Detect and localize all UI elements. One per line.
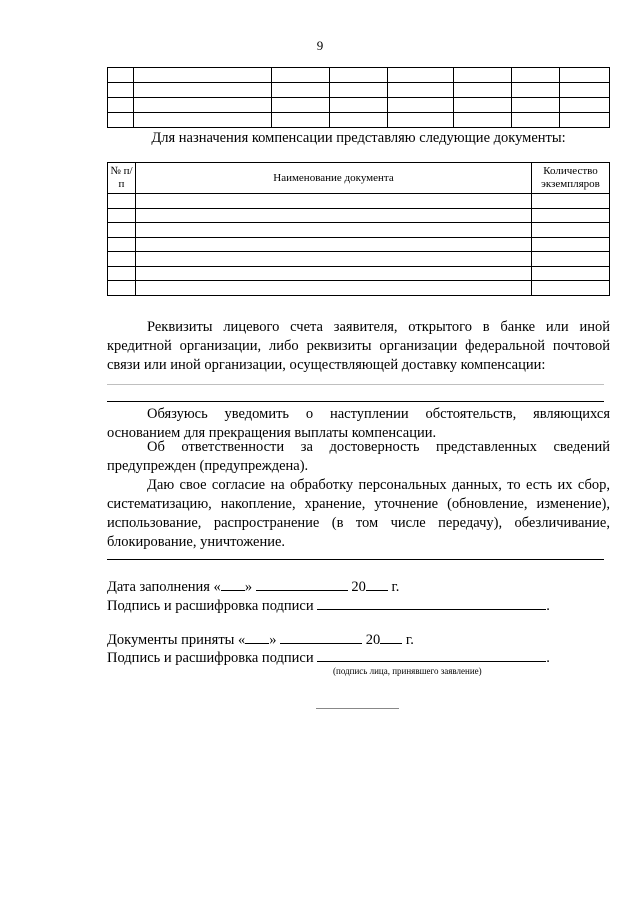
signature-2-row xyxy=(107,649,550,667)
requisites-line-2[interactable] xyxy=(107,401,604,402)
table-cell[interactable] xyxy=(532,208,610,223)
page-number: 9 xyxy=(316,38,324,53)
consent-paragraph xyxy=(107,476,610,552)
accepted-date-month-field[interactable] xyxy=(280,631,362,644)
consent-text: Даю свое согласие на обработку персональных данных, то есть их сбор, систематизацию, накопление, хранение, уточнение (обновление, изменение), использование, распространение (в том числе передачу), обезличивание, блокирование, уничтожение. xyxy=(107,477,610,550)
table-cell[interactable] xyxy=(532,223,610,238)
table-cell[interactable] xyxy=(532,252,610,267)
table-cell[interactable] xyxy=(532,266,610,281)
previous-table-continuation xyxy=(107,67,610,128)
signature-caption: (подпись лица, принявшего заявление) xyxy=(333,666,482,676)
table-cell[interactable] xyxy=(136,252,532,267)
documents-table xyxy=(107,162,610,296)
col-copies-header: Количество экземпляров xyxy=(532,163,610,194)
signature-1-field[interactable] xyxy=(317,597,546,610)
accepted-date-row xyxy=(107,631,414,649)
requisites-line-1[interactable] xyxy=(107,384,604,385)
period: . xyxy=(546,650,550,666)
table-cell[interactable] xyxy=(108,266,136,281)
table-cell[interactable] xyxy=(136,223,532,238)
table-header-row xyxy=(108,163,610,194)
requisites-text: Реквизиты лицевого счета заявителя, открытого в банке или иной кредитной организации, либо реквизиты организации федеральной почтовой связи или иной организации, осуществляющей доставку компенсации: xyxy=(107,319,610,373)
end-divider xyxy=(316,708,399,709)
table-cell[interactable] xyxy=(136,281,532,296)
period: . xyxy=(546,598,550,614)
quote-close: » xyxy=(244,579,253,595)
responsibility-paragraph xyxy=(107,438,610,476)
table-cell[interactable] xyxy=(532,237,610,252)
table-cell[interactable] xyxy=(136,237,532,252)
fill-date-day-field[interactable] xyxy=(221,578,245,591)
fill-date-row xyxy=(107,578,399,596)
signature-1-row xyxy=(107,597,550,615)
accepted-date-day-field[interactable] xyxy=(245,631,269,644)
quote-close: » xyxy=(269,632,277,648)
obligation-text: Обязуюсь уведомить о наступлении обстоятельств, являющихся основанием для прекращения выплаты компенсации. xyxy=(107,406,610,441)
signature-2-field[interactable] xyxy=(317,649,546,662)
table-cell[interactable] xyxy=(108,208,136,223)
accepted-date-label: Документы приняты « xyxy=(107,632,246,648)
table-cell[interactable] xyxy=(108,237,136,252)
table-row xyxy=(108,68,610,83)
requisites-paragraph xyxy=(107,318,610,375)
table-row xyxy=(108,98,610,113)
signature-2-label: Подпись и расшифровка подписи xyxy=(107,650,314,666)
table-row xyxy=(108,223,610,238)
table-cell[interactable] xyxy=(136,194,532,209)
year-prefix: 20 xyxy=(365,632,381,648)
table-cell[interactable] xyxy=(532,194,610,209)
year-prefix: 20 xyxy=(351,579,366,595)
consent-signature-line[interactable] xyxy=(107,559,604,560)
table-row xyxy=(108,208,610,223)
fill-date-year-field[interactable] xyxy=(366,578,388,591)
table-cell[interactable] xyxy=(136,266,532,281)
col-document-name-header: Наименование документа xyxy=(136,163,532,194)
col-number-header: № п/п xyxy=(108,163,136,194)
year-suffix: г. xyxy=(402,632,414,648)
signature-1-label: Подпись и расшифровка подписи xyxy=(107,598,314,614)
table-cell[interactable] xyxy=(532,281,610,296)
table-row xyxy=(108,252,610,267)
fill-date-label: Дата заполнения « xyxy=(107,579,221,595)
table-cell[interactable] xyxy=(108,223,136,238)
table-cell[interactable] xyxy=(108,194,136,209)
table-row xyxy=(108,281,610,296)
table-cell[interactable] xyxy=(108,252,136,267)
table-cell[interactable] xyxy=(136,208,532,223)
table-row xyxy=(108,194,610,209)
accepted-date-year-field[interactable] xyxy=(380,631,402,644)
table-cell[interactable] xyxy=(108,281,136,296)
table-row xyxy=(108,83,610,98)
documents-intro: Для назначения компенсации представляю следующие документы: xyxy=(151,130,566,146)
responsibility-text: Об ответственности за достоверность представленных сведений предупрежден (предупреждена). xyxy=(107,439,610,474)
table-row xyxy=(108,237,610,252)
table-row xyxy=(108,266,610,281)
year-suffix: г. xyxy=(387,579,400,595)
fill-date-month-field[interactable] xyxy=(256,578,348,591)
table-row xyxy=(108,113,610,128)
